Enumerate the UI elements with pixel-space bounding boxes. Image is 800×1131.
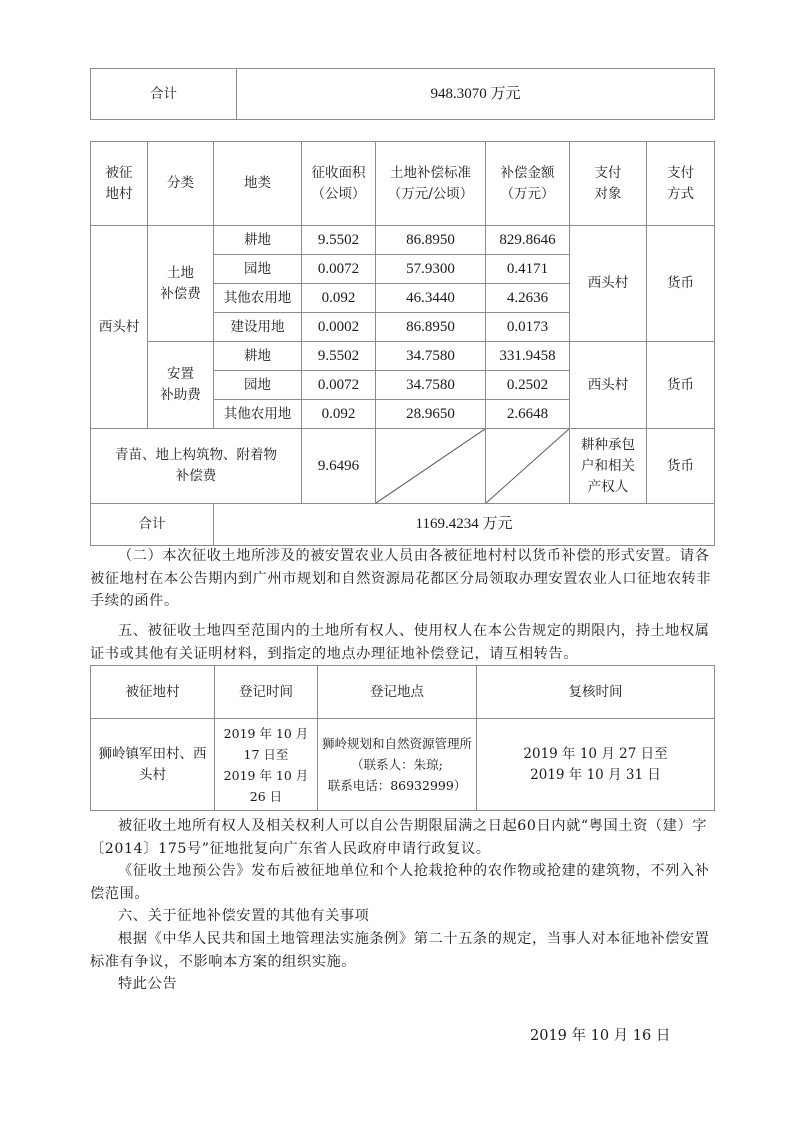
land-type-cell: 耕地 — [214, 342, 302, 371]
paragraph-resettlement: （二）本次征收土地所涉及的被安置农业人员由各被征地村村以货币补偿的形式安置。请各被征地村在本公告期内到广州市规划和自然资源局花都区分局领取办理安置农业人口征地农转非手续的函件。 — [90, 548, 712, 609]
header-village: 被征地村 — [91, 666, 215, 719]
standard-cell: 28.9650 — [376, 400, 486, 429]
table-row — [91, 342, 715, 371]
method-cell: 货币 — [647, 342, 715, 429]
paragraph-closing: 特此公告 — [118, 976, 178, 992]
empty-diagonal-cell — [486, 429, 570, 504]
reg-time-cell: 2019 年 10 月 17 日至 2019 年 10 月 26 日 — [215, 719, 318, 811]
total-label: 合计 — [91, 69, 237, 120]
previous-total-table — [90, 68, 715, 120]
table-row — [91, 719, 715, 811]
header-method: 支付 方式 — [647, 142, 715, 226]
header-reg-place: 登记地点 — [318, 666, 477, 719]
diagonal-line — [376, 429, 485, 503]
area-cell: 0.0002 — [302, 313, 376, 342]
crops-method-cell: 货币 — [647, 429, 715, 504]
land-type-cell: 园地 — [214, 255, 302, 284]
standard-cell: 86.8950 — [376, 313, 486, 342]
land-type-cell: 园地 — [214, 371, 302, 400]
review-time-cell: 2019 年 10 月 27 日至 2019 年 10 月 31 日 — [477, 719, 715, 811]
amount-cell: 2.6648 — [486, 400, 570, 429]
table-row — [91, 69, 715, 120]
header-reg-time: 登记时间 — [215, 666, 318, 719]
compensation-table — [90, 141, 715, 546]
land-type-cell: 其他农用地 — [214, 400, 302, 429]
header-payee: 支付 对象 — [570, 142, 647, 226]
standard-cell: 34.7580 — [376, 371, 486, 400]
reg-place-cell: 狮岭规划和自然资源管理所 （联系人：朱琼; 联系电话：86932999） — [318, 719, 477, 811]
area-cell: 0.0072 — [302, 371, 376, 400]
area-cell: 0.0072 — [302, 255, 376, 284]
amount-cell: 0.0173 — [486, 313, 570, 342]
total-label: 合计 — [91, 504, 214, 546]
amount-cell: 0.4171 — [486, 255, 570, 284]
category-cell: 土地 补偿费 — [148, 226, 214, 342]
village-cell: 西头村 — [91, 226, 148, 429]
amount-cell: 331.9458 — [486, 342, 570, 371]
total-row — [91, 504, 715, 546]
header-review-time: 复核时间 — [477, 666, 715, 719]
area-cell: 0.092 — [302, 400, 376, 429]
header-row — [91, 142, 715, 226]
diagonal-line — [486, 429, 569, 503]
village-cell: 狮岭镇军田村、西 头村 — [91, 719, 215, 811]
crops-payee-cell: 耕种承包 户和相关 产权人 — [570, 429, 647, 504]
paragraph-review: 被征收土地所有权人及相关权利人可以自公告期限届满之日起60日内就“粤国土资（建）字〔2014〕175号”征地批复向广东省人民政府申请行政复议。 — [90, 818, 708, 857]
payee-cell: 西头村 — [570, 342, 647, 429]
paragraph-regulation: 根据《中华人民共和国土地管理法实施条例》第二十五条的规定，当事人对本征地补偿安置标准有争议，不影响本方案的组织实施。 — [90, 931, 710, 970]
land-type-cell: 其他农用地 — [214, 284, 302, 313]
crops-label-cell: 青苗、地上构筑物、附着物 补偿费 — [91, 429, 302, 504]
header-standard: 土地补偿标准 （万元/公顷） — [376, 142, 486, 226]
total-value: 948.3070 万元 — [237, 69, 715, 120]
paragraph-registration: 五、被征收土地四至范围内的土地所有权人、使用权人在本公告规定的期限内，持土地权属证书或其他有关证明材料，到指定的地点办理征地补偿登记，请互相转告。 — [90, 623, 710, 662]
standard-cell: 34.7580 — [376, 342, 486, 371]
header-amount: 补偿金额 （万元） — [486, 142, 570, 226]
land-type-cell: 建设用地 — [214, 313, 302, 342]
paragraph-preannouncement: 《征收土地预公告》发布后被征地单位和个人抢栽抢种的农作物或抢建的建筑物，不列入补偿范围。 — [90, 863, 710, 902]
amount-cell: 4.2636 — [486, 284, 570, 313]
payee-cell: 西头村 — [570, 226, 647, 342]
header-land-type: 地类 — [214, 142, 302, 226]
total-value: 1169.4234 万元 — [214, 504, 715, 546]
method-cell: 货币 — [647, 226, 715, 342]
table-row — [91, 226, 715, 255]
amount-cell: 0.2502 — [486, 371, 570, 400]
category-cell: 安置 补助费 — [148, 342, 214, 429]
table-row — [91, 429, 715, 504]
header-row — [91, 666, 715, 719]
header-village: 被征 地村 — [91, 142, 148, 226]
header-category: 分类 — [148, 142, 214, 226]
registration-table — [90, 665, 715, 811]
standard-cell: 57.9300 — [376, 255, 486, 284]
section-heading-six: 六、关于征地补偿安置的其他有关事项 — [118, 908, 370, 924]
land-type-cell: 耕地 — [214, 226, 302, 255]
signature-date: 2019 年 10 月 16 日 — [530, 1028, 671, 1044]
amount-cell: 829.8646 — [486, 226, 570, 255]
standard-cell: 86.8950 — [376, 226, 486, 255]
crops-area-cell: 9.6496 — [302, 429, 376, 504]
header-area: 征收面积 （公顷） — [302, 142, 376, 226]
area-cell: 9.5502 — [302, 342, 376, 371]
area-cell: 0.092 — [302, 284, 376, 313]
standard-cell: 46.3440 — [376, 284, 486, 313]
empty-diagonal-cell — [376, 429, 486, 504]
area-cell: 9.5502 — [302, 226, 376, 255]
